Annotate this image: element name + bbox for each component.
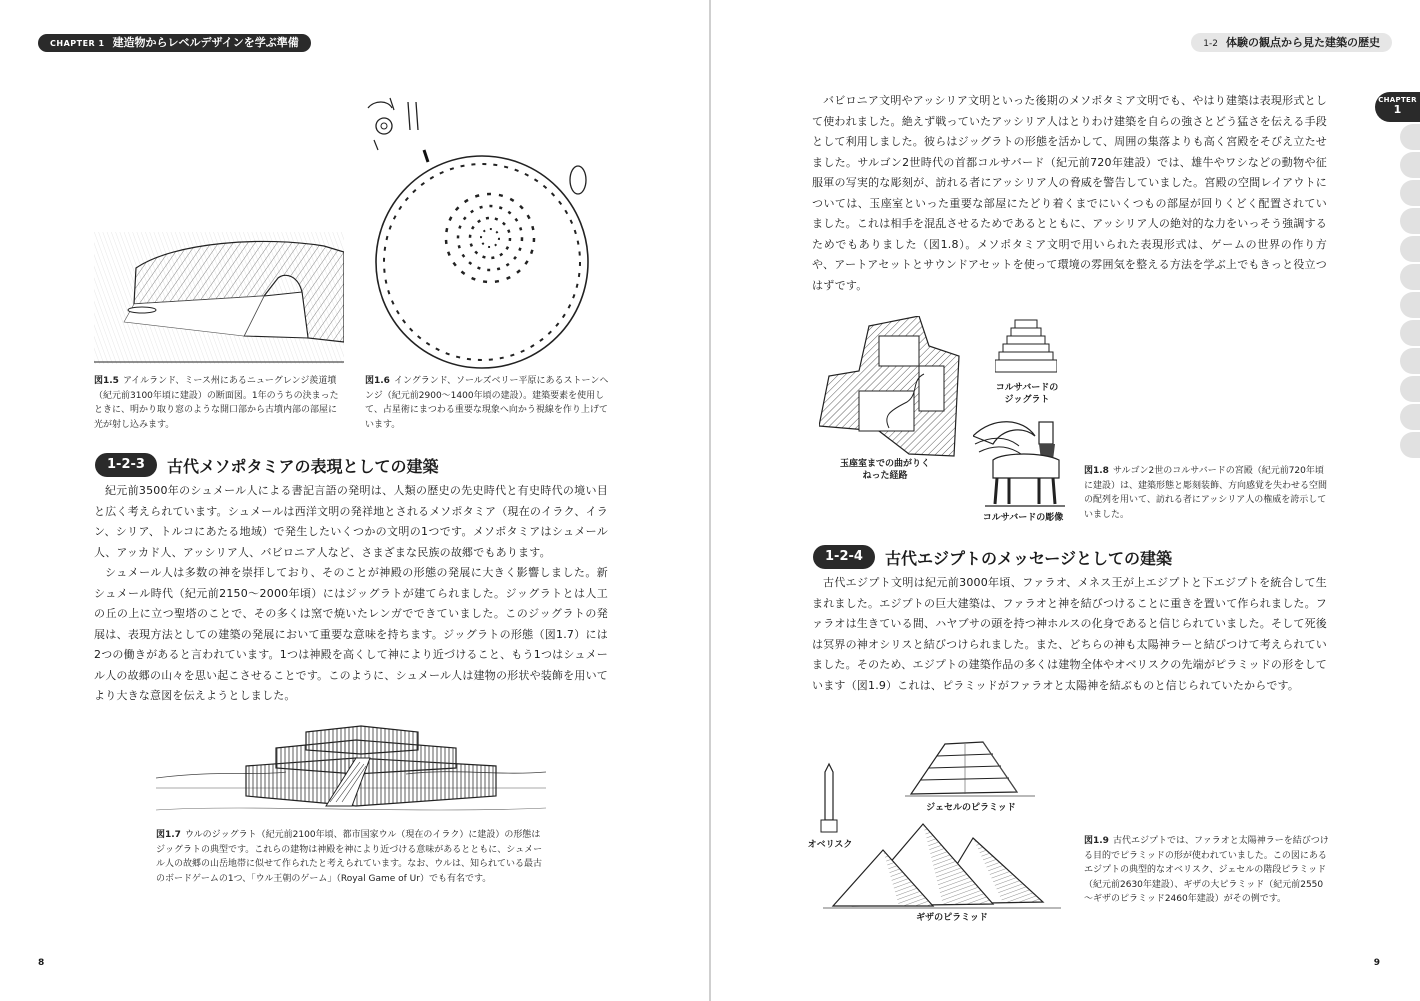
fig1-8-label-throne-path: 玉座室までの曲がりくねった経路	[839, 459, 930, 481]
thumb-tab[interactable]	[1400, 208, 1420, 234]
paragraph: 紀元前3500年のシュメール人による書記言語の発明は、人類の歴史の先史時代と有史時代の境い目と広く考えられています。シュメールは西洋文明の発祥地とされるメソポタミア（現在のイラク、イラン、シリア、トルコにあたる地域）で発生したいくつかの文明の1つです。メソポタミアはシュメール人、アッカド人、アッシリア人、バビロニア人など、さまざまな民族の故郷でもあります。	[94, 484, 608, 559]
fig1-8-caption	[1084, 464, 1329, 522]
thumb-tab[interactable]	[1400, 432, 1420, 458]
right-page	[711, 0, 1420, 1001]
newgrange-section-illustration	[94, 232, 344, 364]
right-body-text-top	[812, 91, 1327, 296]
thumb-tab[interactable]	[1400, 124, 1420, 150]
fig1-8-label-statue: コルサバードの彫像	[982, 513, 1064, 523]
page-number: 9	[1373, 958, 1380, 968]
fig1-7-caption	[156, 828, 548, 886]
thumb-tab[interactable]	[1400, 236, 1420, 262]
fig-text: アイルランド、ミース州にあるニューグレンジ羨道墳（紀元前3100年頃に建設）の断面図。1年のうちの決まったときに、明かり取り窓のような開口部から古墳内部の部屋に光が射し込みます。	[94, 376, 339, 430]
fig1-9-label-giza: ギザのピラミッド	[916, 913, 988, 923]
left-body-text	[94, 481, 608, 707]
section-title: 古代エジプトのメッセージとしての建築	[884, 548, 1172, 568]
thumb-tab[interactable]	[1400, 376, 1420, 402]
thumb-tab[interactable]	[1400, 320, 1420, 346]
thumb-tab[interactable]	[1400, 292, 1420, 318]
thumb-tab[interactable]	[1400, 348, 1420, 374]
fig-text: イングランド、ソールズベリー平原にあるストーンヘンジ（紀元前2900～1400年頃の建設）。建築要素を使用して、占星術にまつわる重要な現象へ向かう視線を作り上げています。	[365, 376, 609, 430]
fig1-9-label-djoser: ジェセルのピラミッド	[926, 803, 1016, 813]
fig-number: 図1.5	[94, 376, 119, 386]
section-heading-1-2-4	[813, 545, 1172, 569]
section-title: 古代メソポタミアの表現としての建築	[166, 456, 439, 476]
fig1-9-caption	[1084, 834, 1329, 907]
chapter-thumb-index	[1400, 124, 1420, 460]
section-header-number: 1-2	[1203, 39, 1218, 49]
paragraph: バビロニア文明やアッシリア文明といった後期のメソポタミア文明でも、やはり建築は表現形式として使われました。絶えず戦っていたアッシリア人はとりわけ建築を自らの強さとどう猛さを伝える手段として利用しました。彼らはジッグラトの形態を活かして、周囲の集落よりも高く宮殿をそびえ立たせました。サルゴン2世時代の首都コルサバード（紀元前720年建設）では、雄牛やワシなどの動物や征服軍の写実的な彫刻が、訪れる者にアッシリア人の脅威を警告していました。宮殿の空間レイアウトについては、玉座室といった重要な部屋にたどり着くまでにいくつもの部屋が回りくどく配置されていました。これは相手を混乱させるためであるとともに、アッシリア人の絶対的な力をいっそう強調するためでもありました（図1.8）。メソポタミア文明で用いられた表現形式は、ゲームの世界の作り方や、アートアセットとサウンドアセットを使って環境の雰囲気を整える方法を学ぶ上でもきっと役立つはずです。	[812, 94, 1327, 292]
thumb-tab[interactable]	[1400, 180, 1420, 206]
fig-text: サルゴン2世のコルサバードの宮殿（紀元前720年頃に建設）は、建築形態と彫刻装飾、方向感覚を失わせる空間の配列を用いて、訪れる者にアッシリア人の権威を誇示していました。	[1084, 466, 1328, 520]
chapter-title: 建造物からレベルデザインを学ぶ準備	[112, 36, 299, 49]
thumb-tab[interactable]	[1400, 264, 1420, 290]
left-page	[0, 0, 709, 1001]
section-header	[1191, 33, 1392, 52]
section-header-title: 体験の観点から見た建築の歴史	[1226, 36, 1380, 49]
paragraph: 古代エジプト文明は紀元前3000年頃、ファラオ、メネス王が上エジプトと下エジプトを統合して生まれました。エジプトの巨大建築は、ファラオと神を結びつけることに重きを置いて作られました。ファラオは生きている間、ハヤブサの頭を持つ神ホルスの化身であると信じられていました。そして死後は冥界の神オシリスと結びつけられました。また、どちらの神も太陽神ラーと結びつけて考えられていました。そのため、エジプトの建築作品の多くは建物全体やオベリスクの先端がピラミッドの形をしています（図1.9）これは、ピラミッドがファラオと太陽神を結ぶものと信じられていたからです。	[812, 576, 1327, 692]
chapter-label: CHAPTER 1	[50, 39, 105, 48]
lamassu-statue-illustration	[973, 416, 1073, 512]
khorsabad-ziggurat-illustration	[995, 318, 1057, 376]
side-tab-label: CHAPTER	[1378, 96, 1417, 104]
stonehenge-plan-illustration	[364, 90, 614, 370]
thumb-tab[interactable]	[1400, 152, 1420, 178]
paragraph: シュメール人は多数の神を崇拝しており、そのことが神殿の形態の発展に大きく影響しました。新シュメール時代（紀元前2150～2000年頃）にはジッグラトが建てられました。ジッグラトとは人工の丘の上に立つ聖塔のことで、その多くは窯で焼いたレンガでできていました。このジッグラトの発展は、表現方法としての建築の発展において重要な意味を持ちます。ジッグラトの形態（図1.7）には2つの働きがあると言われています。1つは神殿を高くして神により近づけること、もう1つはシュメール人の故郷の山々を思い起こさせることです。このように、シュメール人は建物の形状や装飾を用いてより大きな意図を伝えようとしました。	[94, 566, 608, 702]
ziggurat-of-ur-illustration	[156, 718, 546, 822]
fig1-6-caption	[365, 374, 613, 432]
fig-number: 図1.9	[1084, 836, 1109, 846]
khorsabad-palace-plan-illustration	[819, 316, 969, 461]
fig1-5-caption	[94, 374, 344, 432]
section-number: 1-2-3	[95, 453, 157, 477]
fig-text: ウルのジッグラト（紀元前2100年頃、都市国家ウル（現在のイラク）に建設）の形態はジッグラトの典型です。これらの建物は神殿を神により近づける意味があるとともに、シュメール人の故郷の山岳地帯に似せて作られたと考えられています。なお、ウルは、知られている最古のボードゲームの1つ、「ウル王朝のゲーム」（Royal Game of Ur）でも有名です。	[156, 830, 543, 884]
chapter-header	[38, 34, 311, 52]
thumb-tab[interactable]	[1400, 404, 1420, 430]
giza-pyramids-illustration	[823, 820, 1061, 914]
right-body-text-bottom	[812, 573, 1327, 696]
fig1-9-label-obelisk: オベリスク	[807, 840, 853, 850]
fig-number: 図1.6	[365, 376, 390, 386]
fig1-8-label-ziggurat: コルサバードのジッグラト	[995, 383, 1059, 405]
side-tab-number: 1	[1393, 103, 1402, 116]
chapter-side-tab[interactable]	[1375, 92, 1420, 122]
section-heading-1-2-3	[95, 453, 438, 477]
djoser-pyramid-illustration	[905, 736, 1035, 800]
fig-text: 古代エジプトでは、ファラオと太陽神ラーを結びつける目的でピラミッドの形が使われていました。この図にあるエジプトの典型的なオベリスク、ジェセルの階段ピラミッド（紀元前2630年建設）、ギザの大ピラミッド（紀元前2550～ギザのピラミッド2460年建設）がその例です。	[1084, 836, 1329, 904]
fig-number: 図1.7	[156, 830, 181, 840]
section-number: 1-2-4	[813, 545, 875, 569]
fig-number: 図1.8	[1084, 466, 1109, 476]
page-number: 8	[38, 958, 45, 968]
